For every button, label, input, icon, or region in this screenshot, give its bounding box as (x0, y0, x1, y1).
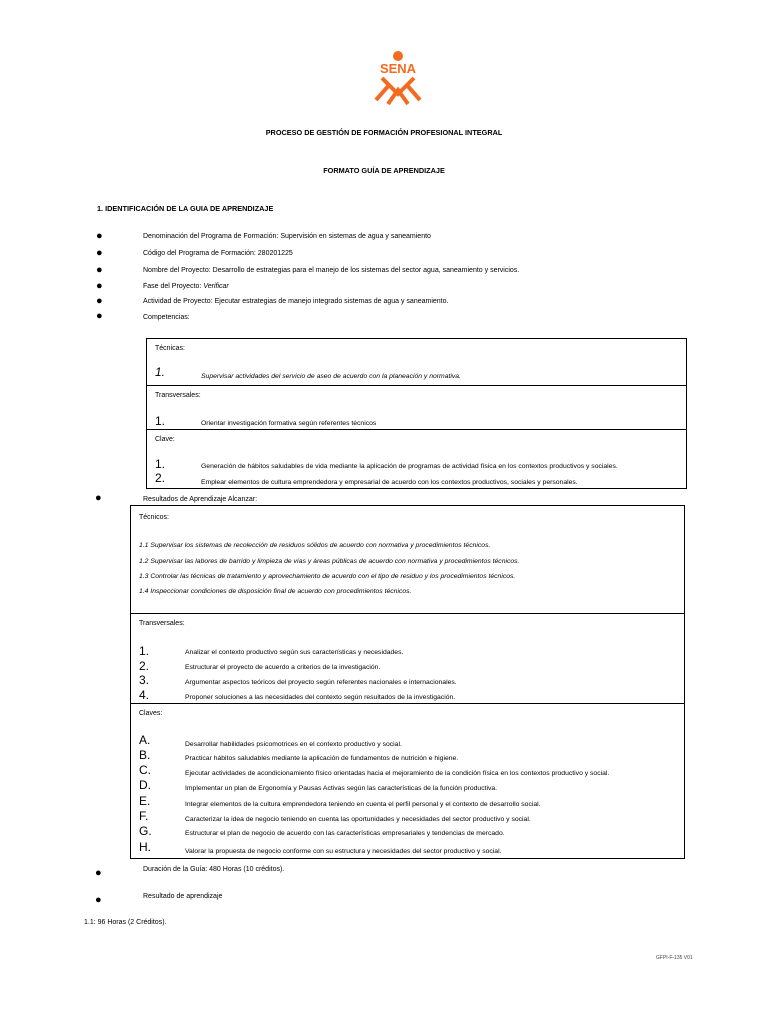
claves-item: Estructurar el plan de negocio de acuerdo con las características empresariales y tendencias de mercado. (185, 830, 505, 837)
claves-item: Valorar la propuesta de negocio conforme con su estructura y necesidades del sector productivo y social. (185, 848, 502, 855)
claves-num: F. (139, 809, 149, 823)
clave-num: 2. (155, 471, 166, 485)
claves-item: Desarrollar habilidades psicomotrices en el contexto productivo y social. (185, 741, 402, 748)
bullet-icon: ● (95, 867, 102, 879)
tecnicos-item: 1.2 Supervisar las labores de barrido y limpieza de vías y áreas públicas de acuerdo con normativa y procedimientos técnicos. (139, 558, 520, 565)
claves-num: B. (139, 748, 151, 762)
competencias-label: Competencias: (143, 314, 190, 321)
bullet-icon: ● (96, 247, 103, 259)
horas-text: 1.1: 96 Horas (2 Créditos). (84, 919, 167, 926)
transversales-num: 1. (155, 414, 166, 428)
transversales-item: Analizar el contexto productivo según sus características y necesidades. (185, 649, 404, 656)
section-title: 1. IDENTIFICACIÓN DE LA GUIA DE APRENDIZAJE (97, 204, 274, 213)
bullet-icon: ● (96, 230, 103, 242)
bullet-icon: ● (95, 492, 102, 504)
transversales-item: Argumentar aspectos teóricos del proyecto según referentes nacionales e internacionales. (185, 679, 457, 686)
resultados-label: Resultados de Aprendizaje Alcanzar: (143, 496, 258, 503)
tecnicos-label: Técnicos: (139, 514, 169, 521)
logo-text: SENA (379, 61, 417, 76)
clave-item: Emplear elementos de cultura emprendedora y empresarial de acuerdo con los contextos productivos, sociales y personales. (201, 479, 578, 486)
project-phase-label: Fase del Proyecto: (143, 283, 204, 290)
program-name: Denominación del Programa de Formación: Supervisión en sistemas de agua y saneamiento (143, 233, 431, 240)
claves-num: H. (139, 840, 151, 854)
sena-logo (368, 50, 428, 108)
project-phase-value: Verificar (203, 283, 229, 290)
transversales-item: Estructurar el proyecto de acuerdo a criterios de la investigación. (185, 664, 381, 671)
resultado-label: Resultado de aprendizaje (143, 893, 223, 900)
transversales-num: 2. (139, 659, 150, 673)
row-divider (131, 703, 684, 704)
tecnicos-item: 1.4 Inspeccionar condiciones de disposición final de acuerdo con procedimientos técnicos. (139, 588, 412, 595)
project-activity: Actividad de Proyecto: Ejecutar estrategias de manejo integrado sistemas de agua y saneamiento. (143, 298, 449, 305)
resultados-table (130, 505, 685, 859)
claves-num: C. (139, 763, 151, 777)
transversales-num: 4. (139, 688, 150, 702)
claves-item: Practicar hábitos saludables mediante la aplicación de fundamentos de nutrición e higiene. (185, 755, 459, 762)
tecnicas-item: Supervisar actividades del servicio de aseo de acuerdo con la planeación y normativa. (201, 373, 461, 380)
claves-num: G. (139, 824, 152, 838)
process-title: PROCESO DE GESTIÓN DE FORMACIÓN PROFESIONAL INTEGRAL (265, 128, 503, 137)
duracion-text: Duración de la Guía: 480 Horas (10 créditos). (143, 866, 285, 873)
footer-code: GFPI-F-135 V01 (656, 955, 693, 961)
transversales-label: Transversales: (155, 392, 201, 399)
transversales-num: 3. (139, 673, 150, 687)
bullet-icon: ● (96, 295, 103, 307)
tecnicos-item: 1.1 Supervisar los sistemas de recolección de residuos sólidos de acuerdo con normativa y procedimientos técnicos. (139, 542, 491, 549)
claves-num: D. (139, 778, 151, 792)
row-divider (131, 613, 684, 614)
tecnicas-label: Técnicas: (155, 345, 185, 352)
claves-item: Caracterizar la idea de negocio teniendo en cuenta las oportunidades y necesidades del sector productivo y social. (185, 816, 531, 823)
competencias-table (146, 338, 687, 489)
claves-label: Claves: (139, 710, 163, 717)
claves-item: Implementar un plan de Ergonomía y Pausas Activas según las características de la función productiva. (185, 785, 498, 792)
transversales-item: Orientar investigación formativa según referentes técnicos (201, 420, 377, 427)
bullet-icon: ● (96, 280, 103, 292)
transversales-label: Transversales: (139, 620, 185, 627)
row-divider (147, 385, 686, 386)
project-name: Nombre del Proyecto: Desarrollo de estrategias para el manejo de los sistemas del sector agua, saneamiento y servicios. (143, 267, 520, 274)
claves-num: A. (139, 733, 151, 747)
claves-item: Ejecutar actividades de acondicionamiento físico orientadas hacia el mejoramiento de la condición física en los contextos productivo y social. (185, 770, 610, 777)
claves-num: E. (139, 794, 151, 808)
transversales-num: 1. (139, 644, 150, 658)
clave-label: Clave: (155, 436, 175, 443)
bullet-icon: ● (95, 894, 102, 906)
format-title: FORMATO GUÍA DE APRENDIZAJE (323, 166, 445, 175)
project-phase (143, 283, 229, 290)
program-code: Código del Programa de Formación: 280201225 (143, 250, 293, 257)
row-divider (147, 429, 686, 430)
clave-num: 1. (155, 457, 166, 471)
claves-item: Integrar elementos de la cultura emprendedora teniendo en cuenta el perfil personal y el contexto de desarrollo social. (185, 801, 541, 808)
bullet-icon: ● (96, 264, 103, 276)
transversales-item: Proponer soluciones a las necesidades del contexto según resultados de la investigación. (185, 694, 456, 701)
bullet-icon: ● (96, 310, 103, 322)
tecnicos-item: 1.3 Controlar las técnicas de tratamiento y aprovechamiento de acuerdo con el tipo de residuo y los procedimientos técnicos. (139, 573, 516, 580)
clave-item: Generación de hábitos saludables de vida mediante la aplicación de programas de actividad física en los contextos productivos y sociales. (201, 463, 618, 470)
tecnicas-num: 1. (155, 365, 166, 379)
